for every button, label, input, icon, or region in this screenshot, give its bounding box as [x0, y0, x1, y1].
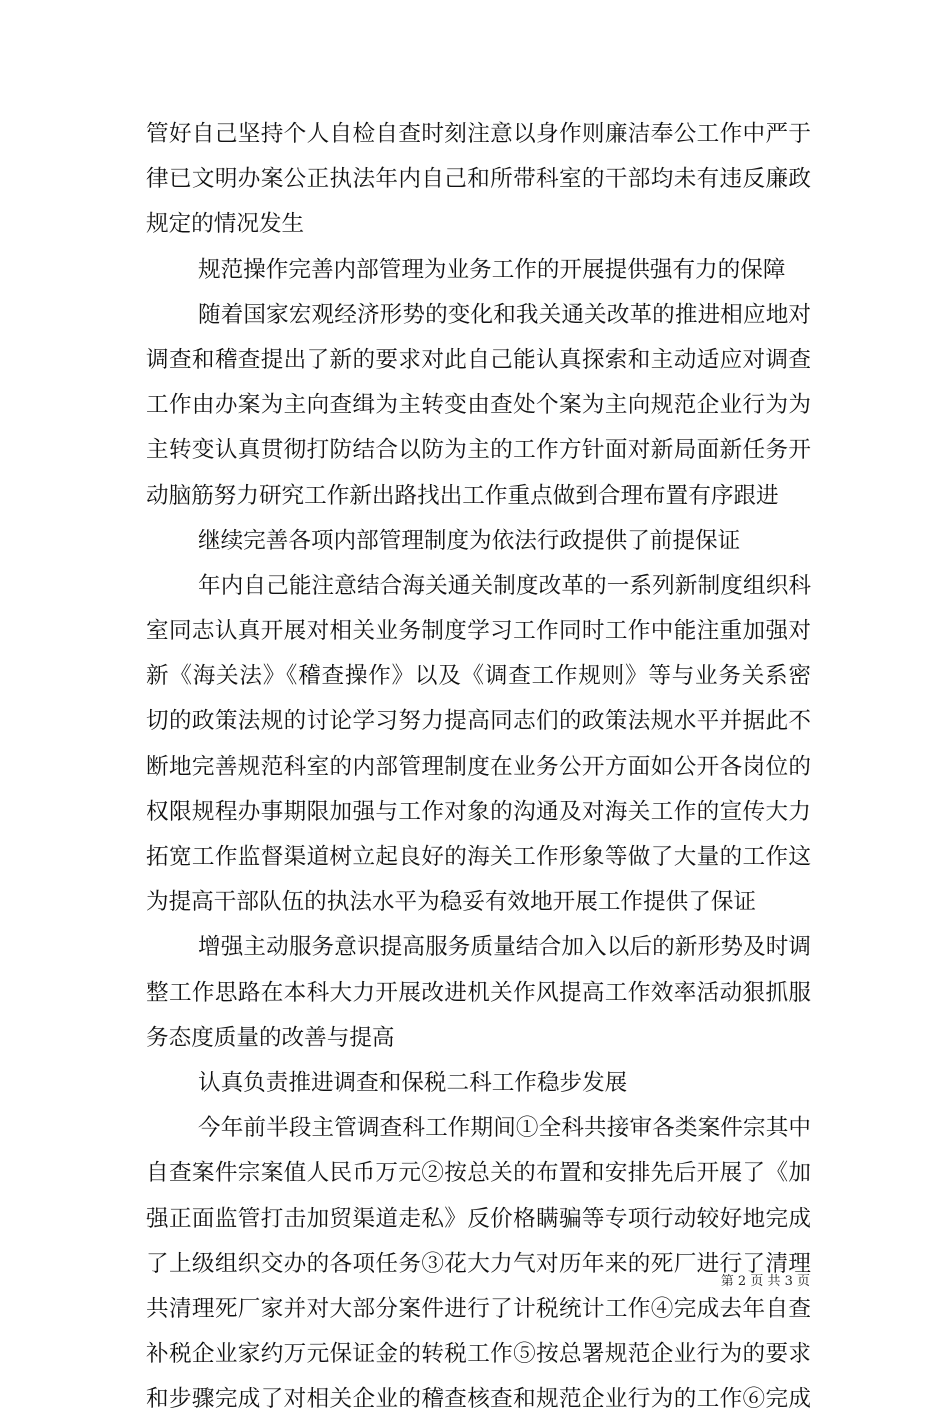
text-line: 共清理死厂家并对大部分案件进行了计税统计工作④完成去年自查	[146, 1295, 811, 1322]
text-line: 整工作思路在本科大力开展改进机关作风提高工作效率活动狠抓服	[146, 979, 811, 1006]
text-line: 自查案件宗案值人民币万元②按总关的布置和安排先后开展了《加	[146, 1160, 811, 1187]
text-line: 工作由办案为主向查缉为主转变由查处个案为主向规范企业行为为	[146, 392, 811, 419]
text-line: 室同志认真开展对相关业务制度学习工作同时工作中能注重加强对	[146, 618, 811, 645]
text-line: 规定的情况发生	[146, 211, 305, 238]
text-line: 继续完善各项内部管理制度为依法行政提供了前提保证	[198, 527, 741, 554]
text-line: 为提高干部队伍的执法水平为稳妥有效地开展工作提供了保证	[146, 889, 757, 916]
text-line: 律已文明办案公正执法年内自己和所带科室的干部均未有违反廉政	[146, 166, 811, 193]
text-line: 管好自己坚持个人自检自查时刻注意以身作则廉洁奉公工作中严于	[146, 121, 811, 147]
text-line: 主转变认真贯彻打防结合以防为主的工作方针面对新局面新任务开	[146, 437, 811, 464]
text-line: 今年前半段主管调查科工作期间①全科共接审各类案件宗其中	[198, 1115, 811, 1142]
text-line: 调查和稽查提出了新的要求对此自己能认真探索和主动适应对调查	[146, 346, 811, 373]
text-line: 年内自己能注意结合海关通关制度改革的一系列新制度组织科	[198, 572, 811, 599]
text-line: 断地完善规范科室的内部管理制度在业务公开方面如公开各岗位的	[146, 753, 811, 780]
text-line: 补税企业家约万元保证金的转税工作⑤按总署规范企业行为的要求	[146, 1341, 811, 1368]
text-line: 认真负责推进调查和保税二科工作稳步发展	[198, 1069, 628, 1096]
page-number: 第 2 页 共 3 页	[720, 1274, 810, 1289]
text-line: 和步骤完成了对相关企业的稽查核查和规范企业行为的工作⑥完成	[146, 1386, 811, 1413]
text-line: 拓宽工作监督渠道树立起良好的海关工作形象等做了大量的工作这	[146, 844, 811, 870]
text-line: 随着国家宏观经济形势的变化和我关通关改革的推进相应地对	[198, 301, 811, 328]
text-line: 权限规程办事期限加强与工作对象的沟通及对海关工作的宣传大力	[146, 798, 811, 825]
text-line: 切的政策法规的讨论学习努力提高同志们的政策法规水平并据此不	[146, 708, 811, 735]
text-line: 新《海关法》《稽查操作》以及《调查工作规则》等与业务关系密	[146, 663, 811, 690]
text-line: 增强主动服务意识提高服务质量结合加入以后的新形势及时调	[198, 934, 811, 961]
text-line: 规范操作完善内部管理为业务工作的开展提供强有力的保障	[198, 256, 786, 283]
text-line: 强正面监管打击加贸渠道走私》反价格瞒骗等专项行动较好地完成	[146, 1205, 811, 1232]
text-line: 动脑筋努力研究工作新出路找出工作重点做到合理布置有序跟进	[146, 482, 779, 509]
document-body	[146, 112, 811, 1422]
text-line: 了上级组织交办的各项任务③花大力气对历年来的死厂进行了清理	[146, 1250, 811, 1277]
text-line: 务态度质量的改善与提高	[146, 1024, 395, 1051]
